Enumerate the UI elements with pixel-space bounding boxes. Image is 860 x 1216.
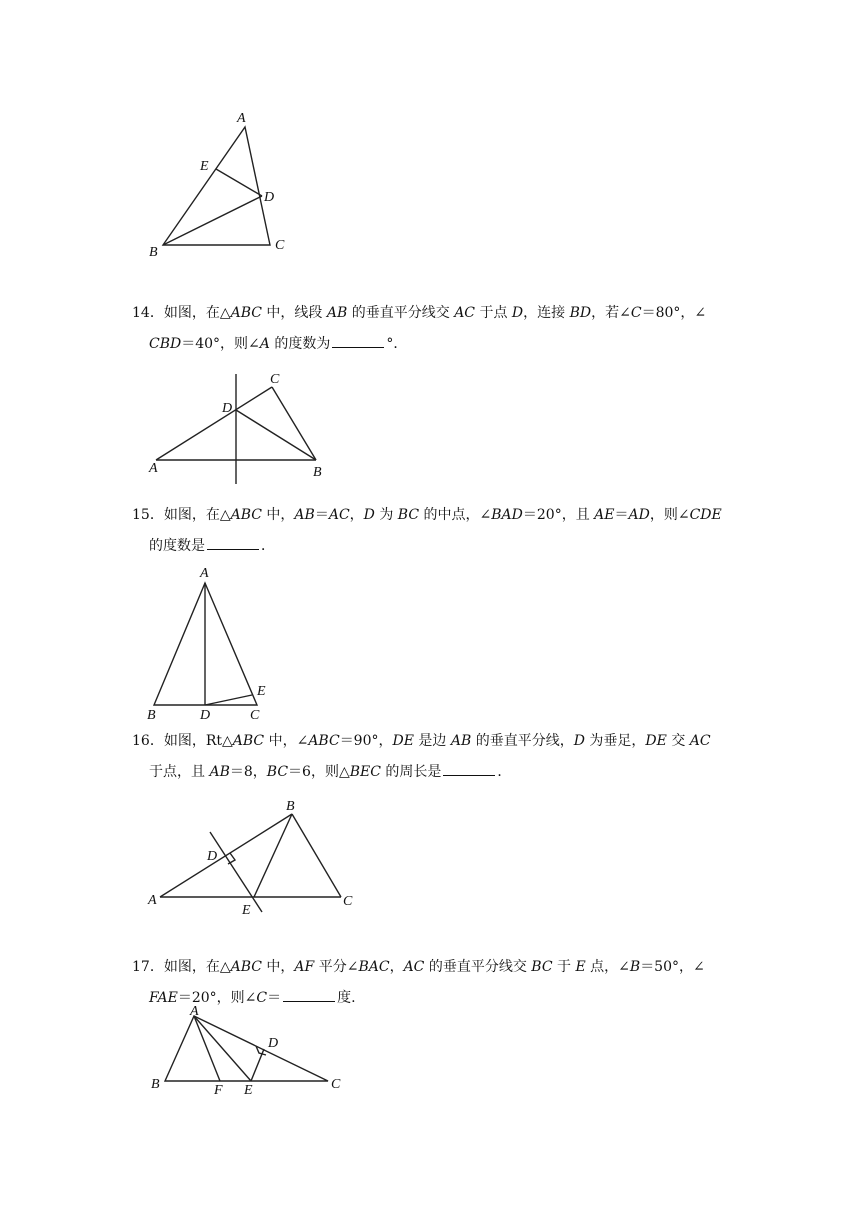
label-d: D [207,849,218,864]
label-e: E [200,159,209,174]
question-16 [132,726,732,788]
label-b: B [147,708,156,723]
label-a: A [200,566,209,581]
label-b: B [151,1077,160,1092]
question-14 [132,298,732,360]
label-c: C [275,238,285,253]
answer-blank-14[interactable] [332,333,384,348]
label-f: F [214,1083,223,1098]
question-17-line-2: FAE＝20°，则∠C＝ 度. [132,983,732,1014]
triangle-abc [165,1016,328,1081]
label-e: E [257,684,266,699]
answer-blank-16[interactable] [443,761,495,776]
label-e: E [242,903,251,918]
segment-de [205,695,252,705]
segment-bc [292,814,341,897]
question-16-line-1: 16．如图，Rt△ABC 中，∠ABC＝90°，DE 是边 AB 的垂直平分线，D 为垂足，DE 交 AC [132,733,711,749]
question-15-line-2: 的度数是 ． [132,531,732,562]
segment-db [236,410,316,460]
segment-bd [163,196,262,245]
segment-af [194,1016,220,1081]
label-d: D [264,190,275,205]
label-d: D [200,708,211,723]
segment-ac [156,387,272,460]
triangle-abc [163,127,270,245]
answer-blank-15[interactable] [207,535,259,550]
label-d: D [268,1036,279,1051]
label-c: C [331,1077,341,1092]
segment-cb [272,387,316,460]
figure-14 [0,360,860,490]
label-c: C [250,708,260,723]
figure-16 [0,790,860,920]
label-b: B [149,245,158,260]
figure-15 [0,560,860,730]
question-14-line-2: CBD＝40°，则∠A 的度数为 °． [132,329,732,360]
perpendicular-bisector-de [210,832,262,912]
label-c: C [270,372,280,387]
figure-13 [0,0,860,280]
label-a: A [237,111,246,126]
label-e: E [244,1083,253,1098]
question-14-line-1: 14．如图，在△ABC 中，线段 AB 的垂直平分线交 AC 于点 D，连接 BD，若∠C＝80°，∠ [132,305,707,321]
label-d: D [222,401,233,416]
question-15-line-1: 15．如图，在△ABC 中，AB＝AC，D 为 BC 的中点，∠BAD＝20°，且 AE＝AD，则∠CDE [132,507,722,523]
question-15 [132,500,732,562]
label-b: B [286,799,295,814]
label-c: C [343,894,353,909]
label-a: A [148,893,157,908]
figure-17 [0,1000,860,1110]
label-a: A [149,461,158,476]
label-b: B [313,465,322,480]
label-a: A [190,1004,199,1019]
question-17-line-1: 17．如图，在△ABC 中，AF 平分∠BAC，AC 的垂直平分线交 BC 于 E 点，∠B＝50°，∠ [132,959,705,975]
segment-ae [194,1016,251,1081]
question-16-line-2: 于点，且 AB＝8，BC＝6，则△BEC 的周长是 ． [132,757,732,788]
